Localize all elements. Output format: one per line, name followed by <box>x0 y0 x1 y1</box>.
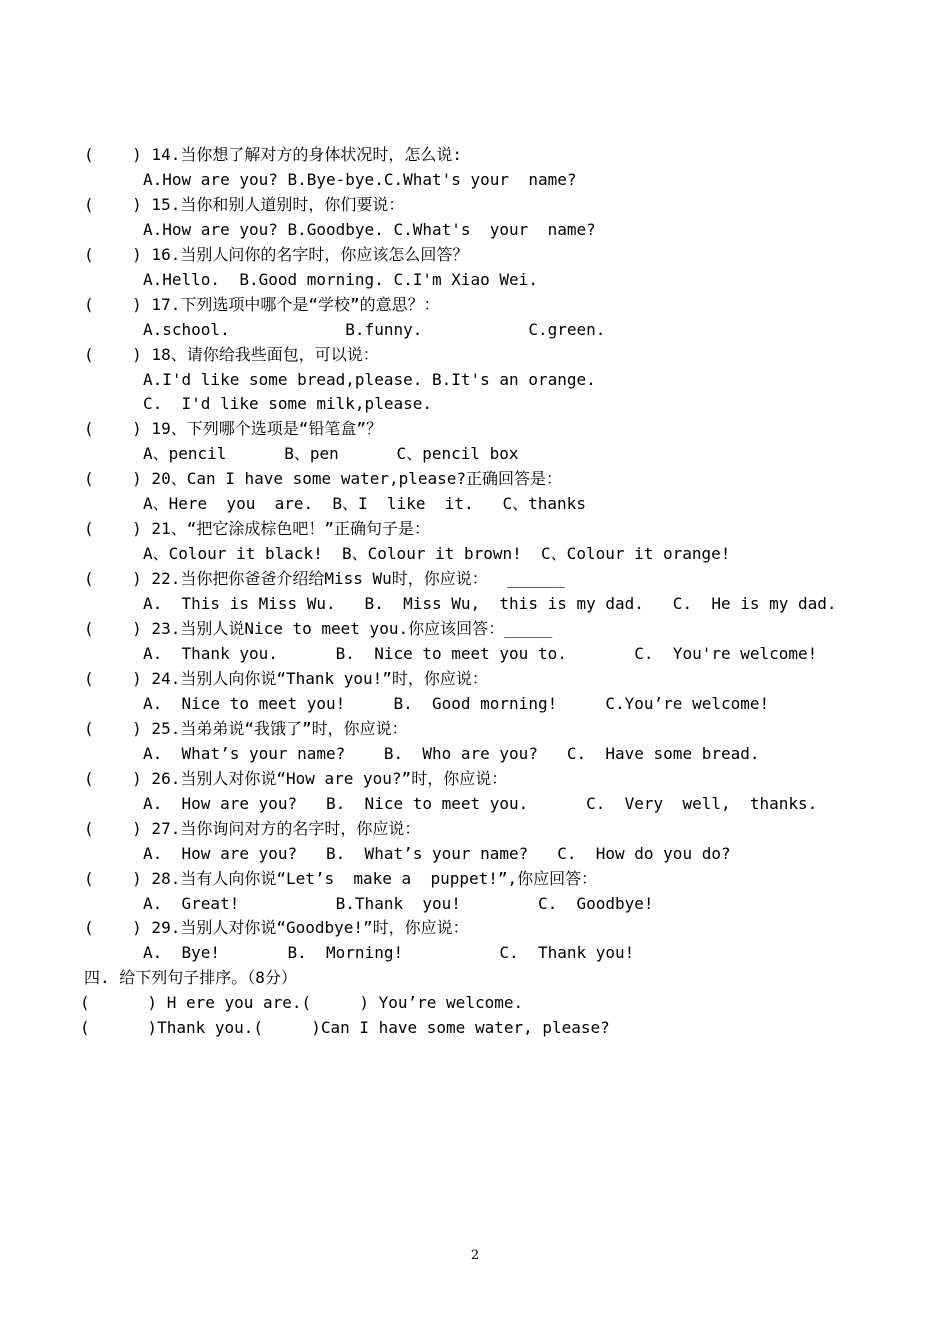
question-options: A. Nice to meet you! B. Good morning! C.You’re welcome! <box>143 694 770 713</box>
question-options: C. I'd like some milk,please. <box>143 394 432 413</box>
question-options: A. How are you? B. What’s your name? C. How do you do? <box>143 844 731 863</box>
question-stem: ( ) 18、请你给我些面包，可以说： <box>84 345 379 364</box>
section-heading: 四. 给下列句子排序。（8分） <box>84 968 297 987</box>
ordering-item: ( ) H ere you are.( ) You’re welcome. <box>80 993 524 1012</box>
question-options: A.How are you? B.Goodbye. C.What's your name? <box>143 220 596 239</box>
question-stem: ( ) 14.当你想了解对方的身体状况时，怎么说: <box>84 145 462 164</box>
ordering-item: ( )Thank you.( )Can I have some water, please? <box>80 1018 610 1037</box>
question-options: A. What’s your name? B. Who are you? C. Have some bread. <box>143 744 760 763</box>
question-stem: ( ) 21、“把它涂成棕色吧！”正确句子是： <box>84 519 430 538</box>
question-options: A.school. B.funny. C.green. <box>143 320 606 339</box>
question-options: A. Great! B.Thank you! C. Goodbye! <box>143 894 654 913</box>
question-options: A、Colour it black! B、Colour it brown! C、Colour it orange! <box>143 544 731 563</box>
question-stem: ( ) 20、Can I have some water,please?正确回答是： <box>84 469 563 488</box>
question-options: A.I'd like some bread,please. B.It's an orange. <box>143 370 596 389</box>
question-stem: ( ) 26.当别人对你说“How are you?”时，你应说： <box>84 769 508 788</box>
question-options: A. This is Miss Wu. B. Miss Wu, this is my dad. C. He is my dad. <box>143 594 837 613</box>
question-options: A.How are you? B.Bye-bye.C.What's your name? <box>143 170 577 189</box>
question-stem: ( ) 23.当别人说Nice to meet you.你应该回答：_____ <box>84 619 553 638</box>
question-stem: ( ) 28.当有人向你说“Let’s make a puppet!”,你应回答： <box>84 869 598 888</box>
question-options: A. Bye! B. Morning! C. Thank you! <box>143 943 635 962</box>
question-options: A、pencil B、pen C、pencil box <box>143 444 519 463</box>
question-options: A. How are you? B. Nice to meet you. C. Very well, thanks. <box>143 794 818 813</box>
question-stem: ( ) 22.当你把你爸爸介绍给Miss Wu时，你应说： ______ <box>84 569 565 588</box>
question-stem: ( ) 16.当别人问你的名字时，你应该怎么回答？ <box>84 245 469 264</box>
question-options: A、Here you are. B、I like it. C、thanks <box>143 494 586 513</box>
question-stem: ( ) 29.当别人对你说“Goodbye!”时，你应说： <box>84 918 469 937</box>
question-options: A. Thank you. B. Nice to meet you to. C. You're welcome! <box>143 644 818 663</box>
question-stem: ( ) 19、下列哪个选项是“铅笔盒”？ <box>84 419 382 438</box>
question-stem: ( ) 17.下列选项中哪个是“学校”的意思？： <box>84 295 440 314</box>
question-stem: ( ) 24.当别人向你说“Thank you!”时，你应说： <box>84 669 488 688</box>
question-stem: ( ) 25.当弟弟说“我饿了”时，你应说： <box>84 719 408 738</box>
question-stem: ( ) 27.当你询问对方的名字时，你应说： <box>84 819 421 838</box>
question-stem: ( ) 15.当你和别人道别时，你们要说： <box>84 195 405 214</box>
question-options: A.Hello. B.Good morning. C.I'm Xiao Wei. <box>143 270 538 289</box>
page-number: 2 <box>470 1248 480 1263</box>
